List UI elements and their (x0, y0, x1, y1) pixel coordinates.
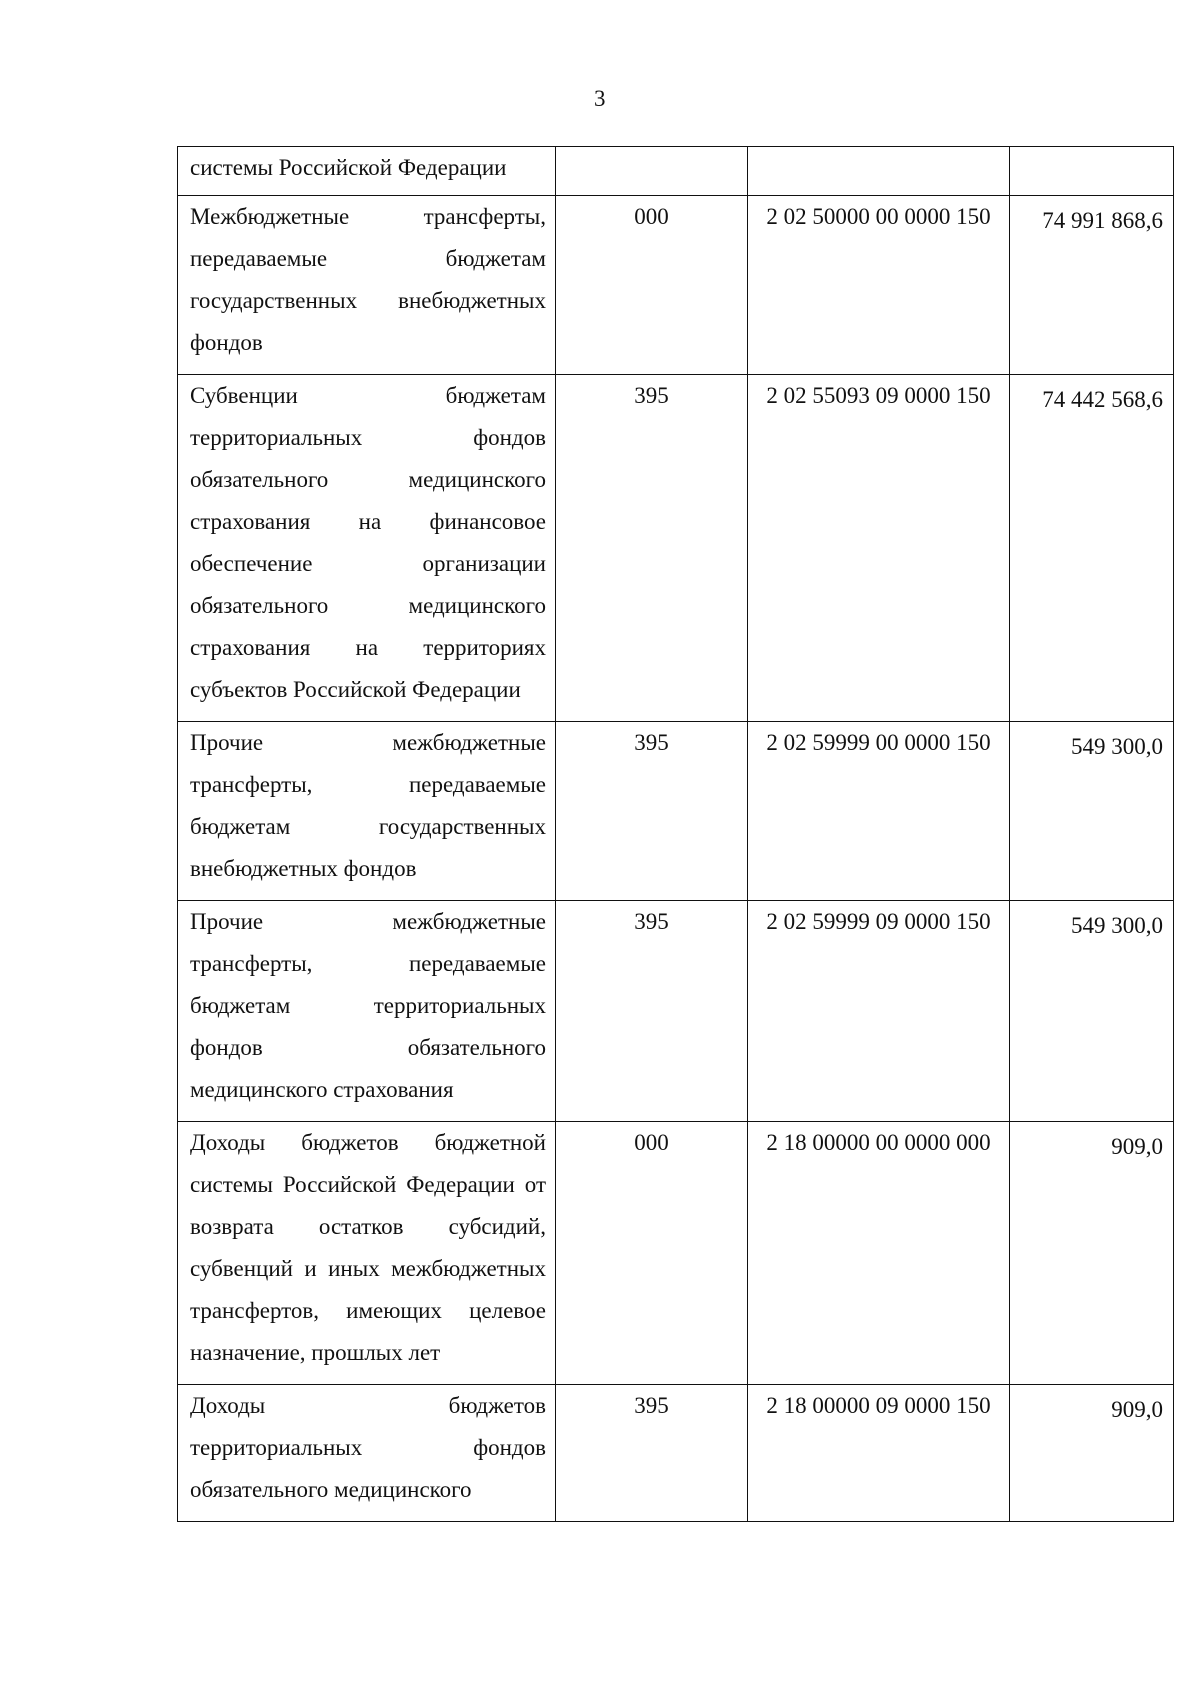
amount-cell: 549 300,0 (1010, 901, 1174, 1122)
table-row (178, 196, 1174, 375)
table-row (178, 1385, 1174, 1522)
page-number: 3 (594, 86, 606, 111)
admin-code-cell: 000 (556, 196, 748, 375)
budget-code-cell: 2 02 55093 09 0000 150 (748, 375, 1010, 722)
admin-code-cell: 395 (556, 375, 748, 722)
budget-code-cell: 2 18 00000 09 0000 150 (748, 1385, 1010, 1522)
budget-code-cell: 2 02 59999 00 0000 150 (748, 722, 1010, 901)
table-row (178, 375, 1174, 722)
revenue-name-cell: Доходы бюджетов бюджетной системы Российской Федерации от возврата остатков субсидий, субвенций и иных межбюджетных трансфертов, имеющих целевое назначение, прошлых лет (178, 1122, 556, 1385)
budget-code-cell (748, 147, 1010, 196)
table-row (178, 901, 1174, 1122)
admin-code-cell: 395 (556, 901, 748, 1122)
revenue-name-cell: Субвенции бюджетам территориальных фондов обязательного медицинского страхования на финансовое обеспечение организации обязательного медицинского страхования на территориях субъектов Российской Федерации (178, 375, 556, 722)
table-row (178, 147, 1174, 196)
amount-cell: 74 442 568,6 (1010, 375, 1174, 722)
amount-cell (1010, 147, 1174, 196)
admin-code-cell: 395 (556, 1385, 748, 1522)
budget-revenue-table (177, 146, 1174, 1522)
revenue-name-cell: Прочие межбюджетные трансферты, передаваемые бюджетам территориальных фондов обязательного медицинского страхования (178, 901, 556, 1122)
table-row (178, 1122, 1174, 1385)
revenue-name-cell: Межбюджетные трансферты, передаваемые бюджетам государственных внебюджетных фондов (178, 196, 556, 375)
amount-cell: 549 300,0 (1010, 722, 1174, 901)
budget-code-cell: 2 18 00000 00 0000 000 (748, 1122, 1010, 1385)
revenue-name-cell: Прочие межбюджетные трансферты, передаваемые бюджетам государственных внебюджетных фондов (178, 722, 556, 901)
admin-code-cell: 000 (556, 1122, 748, 1385)
admin-code-cell: 395 (556, 722, 748, 901)
amount-cell: 909,0 (1010, 1122, 1174, 1385)
revenue-name-cell: Доходы бюджетов территориальных фондов обязательного медицинского (178, 1385, 556, 1522)
budget-code-cell: 2 02 59999 09 0000 150 (748, 901, 1010, 1122)
revenue-name-cell: системы Российской Федерации (178, 147, 556, 196)
amount-cell: 74 991 868,6 (1010, 196, 1174, 375)
admin-code-cell (556, 147, 748, 196)
budget-code-cell: 2 02 50000 00 0000 150 (748, 196, 1010, 375)
table-row (178, 722, 1174, 901)
amount-cell: 909,0 (1010, 1385, 1174, 1522)
